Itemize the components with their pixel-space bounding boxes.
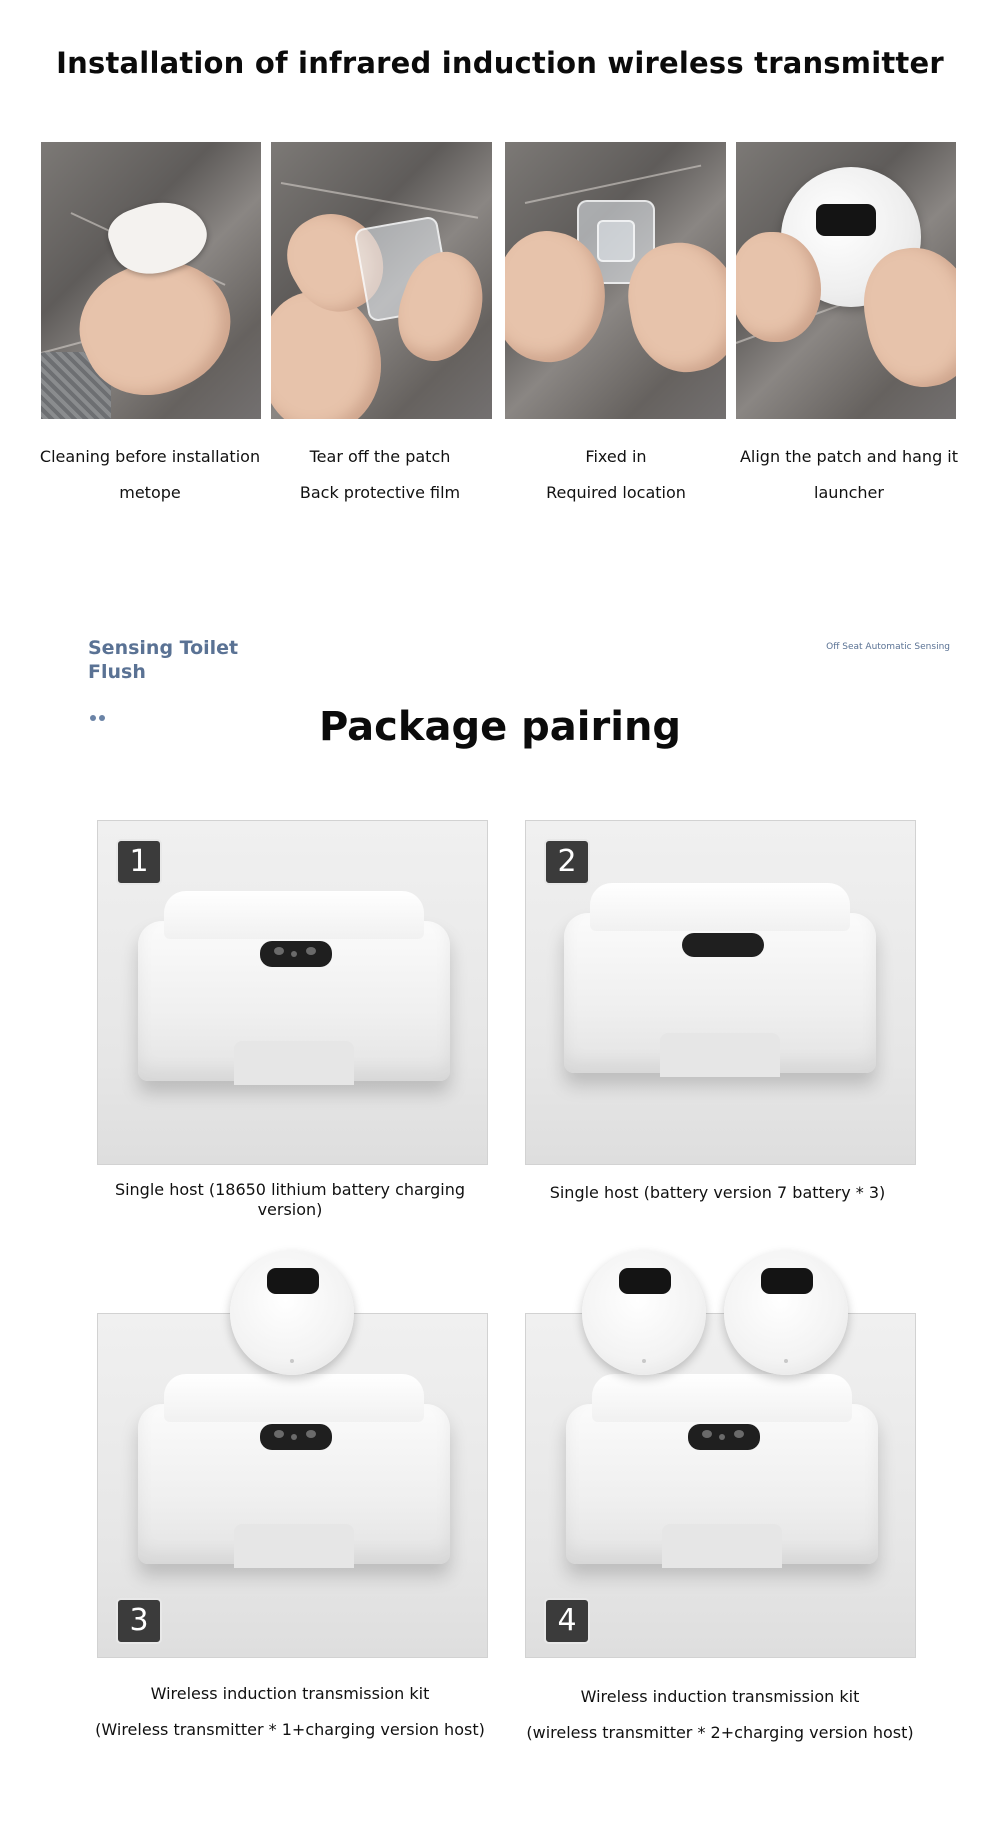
caption-line: Wireless induction transmission kit — [150, 1684, 430, 1703]
install-step-1-photo — [41, 142, 261, 419]
wireless-transmitter-image — [724, 1251, 848, 1375]
install-step-2-caption — [268, 447, 492, 503]
install-step-3-caption — [504, 447, 728, 503]
item-number-badge: 3 — [116, 1598, 162, 1644]
item-number-badge: 1 — [116, 839, 162, 885]
install-step-2-photo — [271, 142, 492, 419]
install-section-title: Installation of infrared induction wireless transmitter — [56, 46, 944, 80]
package-item-1-caption: Single host (18650 lithium battery charging version) — [114, 1180, 466, 1219]
host-unit-image — [566, 1374, 878, 1604]
host-unit-image — [138, 891, 450, 1121]
caption-line: Tear off the patch — [309, 447, 451, 466]
install-step-3-photo — [505, 142, 726, 419]
brand-tagline: Off Seat Automatic Sensing — [826, 642, 950, 652]
install-step-4-caption — [736, 447, 962, 503]
host-unit-image — [564, 883, 876, 1113]
package-item-4-photo — [525, 1313, 916, 1658]
caption-line: Required location — [546, 483, 686, 502]
caption-line: Align the patch and hang it — [739, 447, 959, 466]
item-number-badge: 2 — [544, 839, 590, 885]
caption-line: Back protective film — [299, 483, 461, 502]
install-step-1-caption — [30, 447, 270, 503]
wireless-transmitter-image — [582, 1251, 706, 1375]
wireless-transmitter-image — [230, 1251, 354, 1375]
caption-line: (Wireless transmitter * 1+charging version host) — [95, 1720, 485, 1739]
brand-name-line: Sensing Toilet — [88, 637, 239, 659]
package-item-3-caption — [80, 1684, 500, 1740]
caption-line: Cleaning before installation — [39, 447, 261, 466]
package-item-2-photo — [525, 820, 916, 1165]
item-number-badge: 4 — [544, 1598, 590, 1644]
package-item-2-caption: Single host (battery version 7 battery * 3) — [549, 1183, 886, 1202]
caption-line: metope — [119, 483, 181, 502]
host-unit-image — [138, 1374, 450, 1604]
caption-line: Wireless induction transmission kit — [580, 1687, 860, 1706]
install-step-4-photo — [736, 142, 956, 419]
brand-name — [88, 636, 288, 684]
caption-line: (wireless transmitter * 2+charging version host) — [526, 1723, 914, 1742]
package-item-1-photo — [97, 820, 488, 1165]
brand-name-line: Flush — [88, 661, 146, 683]
caption-line: launcher — [814, 483, 884, 502]
package-item-4-caption — [510, 1687, 930, 1743]
package-section-title: Package pairing — [318, 704, 682, 750]
caption-line: Fixed in — [585, 447, 647, 466]
